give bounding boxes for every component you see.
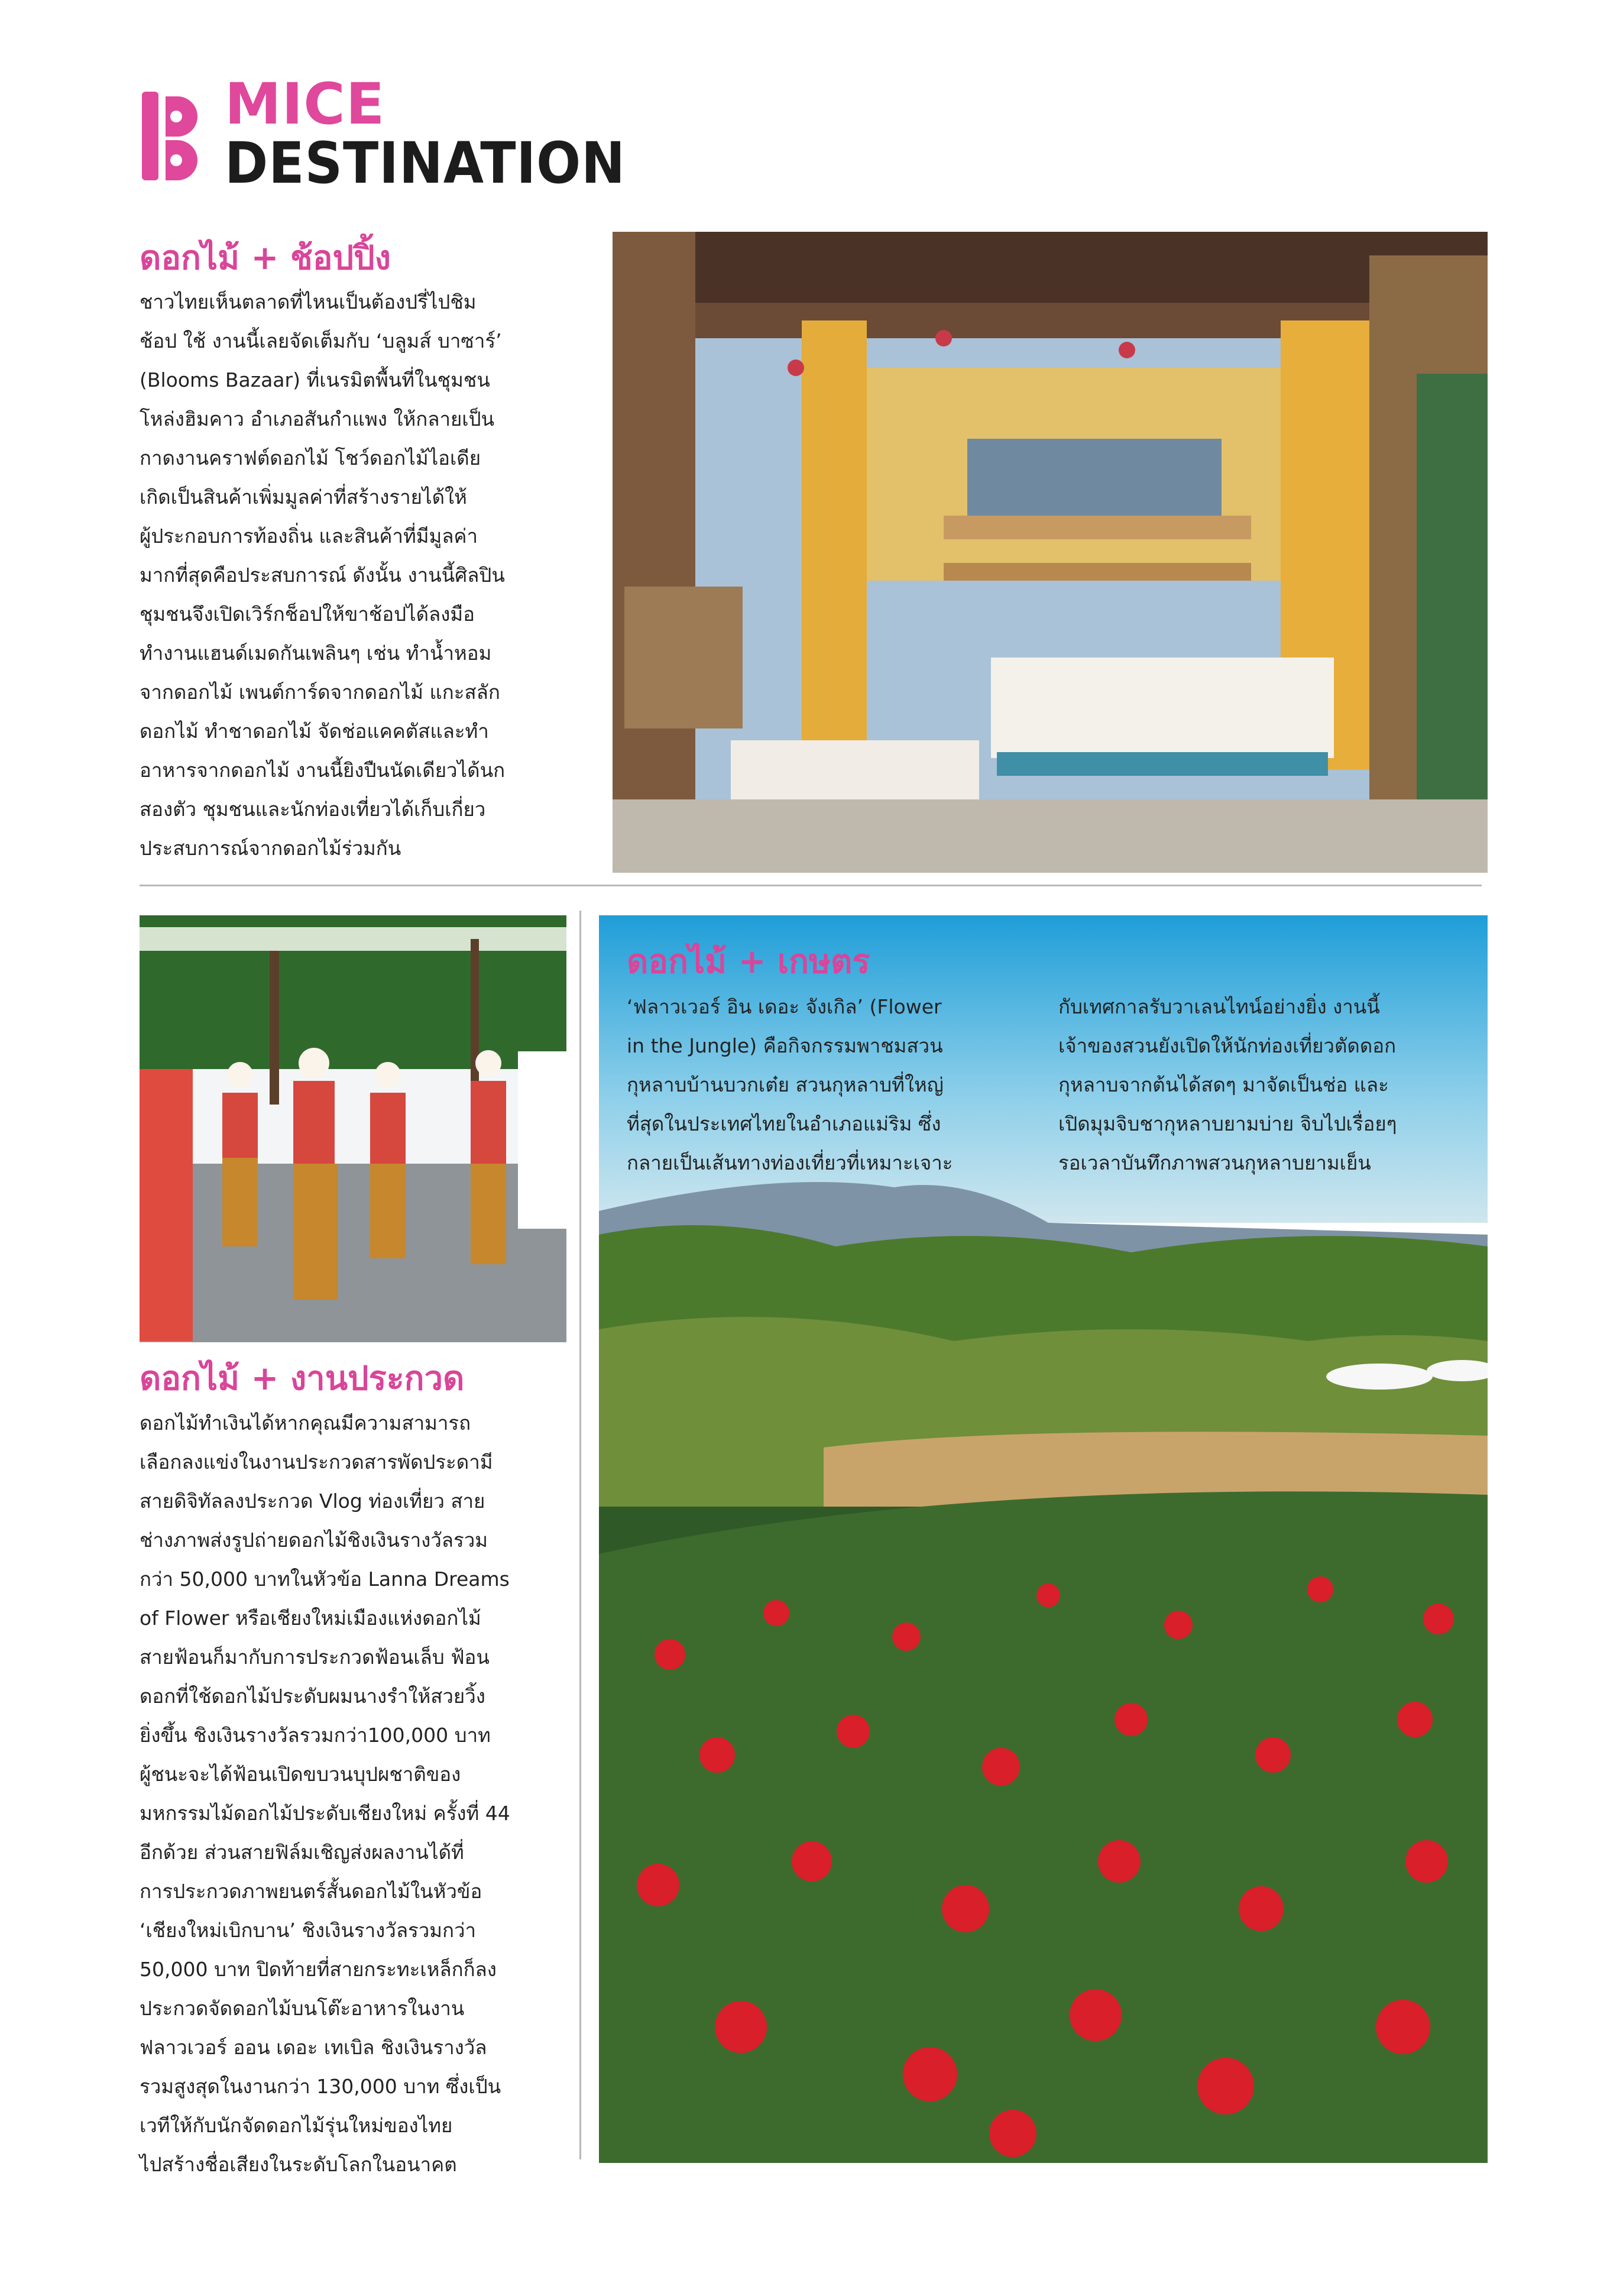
shopping-body-line: ผู้ประกอบการท้องถิ่น และสินค้าที่มีมูลค่า <box>140 524 478 548</box>
contest-body-line: ฟลาวเวอร์ ออน เดอะ เทเบิล ชิงเงินรางวัล <box>140 2036 487 2059</box>
contest-body-line: สายดิจิทัลลงประกวด Vlog ท่องเที่ยว สาย <box>140 1489 485 1513</box>
contest-body-line: ดอกที่ใช้ดอกไม้ประดับผมนางรำให้สวยวิ้ง <box>140 1685 485 1708</box>
farm-col2-line: กุหลาบจากต้นได้สดๆ มาจัดเป็นช่อ และ <box>1058 1073 1389 1096</box>
shopping-body-line: กาดงานคราฟต์ดอกไม้ โชว์ดอกไม้ไอเดีย <box>140 446 481 469</box>
farm-col1-line: ‘ฟลาวเวอร์ อิน เดอะ จังเกิล’ (Flower <box>627 995 942 1018</box>
contest-body <box>140 1404 510 2184</box>
logo-mark-icon <box>142 92 213 180</box>
shopping-body-line: โหล่งฮิมคาว อำเภอสันกำแพง ให้กลายเป็น <box>140 407 495 430</box>
shopping-body-line: สองตัว ชุมชนและนักท่องเที่ยวได้เก็บเกี่ยว <box>140 798 486 821</box>
contest-body-line: ประกวดจัดดอกไม้บนโต๊ะอาหารในงาน <box>140 1997 465 2020</box>
contest-body-line: ไปสร้างชื่อเสียงในระดับโลกในอนาคต <box>140 2153 457 2176</box>
shopping-body-line: ชุมชนจึงเปิดเวิร์กช็อปให้ขาช้อปได้ลงมือ <box>140 603 475 626</box>
shopping-section <box>140 239 391 277</box>
shopping-body-line: (Blooms Bazaar) ที่เนรมิตพื้นที่ในชุมชน <box>140 368 490 391</box>
contest-body-line: ดอกไม้ทำเงินได้หากคุณมีความสามารถ <box>140 1411 471 1434</box>
contest-body-line: 50,000 บาท ปิดท้ายที่สายกระทะเหล็กก็ลง <box>140 1958 497 1981</box>
shopping-body-line: มากที่สุดคือประสบการณ์ ดังนั้น งานนี้ศิลปิน <box>140 564 505 587</box>
shopping-body-line: เกิดเป็นสินค้าเพิ่มมูลค่าที่สร้างรายได้ให้ <box>140 485 467 509</box>
contest-body-line: เลือกลงแข่งในงานประกวดสารพัดประดามี <box>140 1450 493 1474</box>
shopping-body-line: ดอกไม้ ทำชาดอกไม้ จัดช่อแคคตัสและทำ <box>140 720 489 743</box>
shopping-heading: ดอกไม้ + ช้อปปิ้ง <box>140 239 391 277</box>
shopping-body-line: ชาวไทยเห็นตลาดที่ไหนเป็นต้องปรี่ไปชิม <box>140 290 477 313</box>
blooms-bazaar-photo <box>613 232 1488 873</box>
shopping-body-line: ประสบการณ์จากดอกไม้ร่วมกัน <box>140 837 401 860</box>
contest-heading: ดอกไม้ + งานประกวด <box>140 1359 465 1398</box>
logo-line1: MICE <box>225 71 385 137</box>
shopping-body-line: จากดอกไม้ เพนต์การ์ดจากดอกไม้ แกะสลัก <box>140 681 500 704</box>
contest-body-line: เวทีให้กับนักจัดดอกไม้รุ่นใหม่ของไทย <box>140 2114 453 2137</box>
contest-body-line: อีกด้วย ส่วนสายฟิล์มเชิญส่งผลงานได้ที่ <box>140 1841 464 1864</box>
farm-col2-line: กับเทศกาลรับวาเลนไทน์อย่างยิ่ง งานนี้ <box>1058 995 1380 1018</box>
contest-body-line: ‘เชียงใหม่เบิกบาน’ ชิงเงินรางวัลรวมกว่า <box>140 1919 477 1942</box>
contest-section <box>140 1360 464 1398</box>
contest-body-line: การประกวดภาพยนตร์สั้นดอกไม้ในหัวข้อ <box>140 1880 482 1903</box>
farm-text-column-2 <box>1058 987 1472 1183</box>
column-divider <box>579 911 581 2159</box>
contest-body-line: of Flower หรือเชียงใหม่เมืองแห่งดอกไม้ <box>140 1607 481 1630</box>
farm-col2-line: เปิดมุมจิบชากุหลาบยามบ่าย จิบไปเรื่อยๆ <box>1058 1112 1397 1135</box>
contest-body-line: มหกรรมไม้ดอกไม้ประดับเชียงใหม่ ครั้งที่ 44 <box>140 1802 510 1825</box>
farm-text-column-1 <box>627 987 1017 1183</box>
shopping-body-line: อาหารจากดอกไม้ งานนี้ยิงปืนนัดเดียวได้นก <box>140 759 506 782</box>
farm-col1-line: in the Jungle) คือกิจกรรมพาชมสวน <box>627 1034 943 1057</box>
logo-line2: DESTINATION <box>225 130 626 196</box>
farm-heading: ดอกไม้ + เกษตร <box>627 943 870 981</box>
contest-body-line: กว่า 50,000 บาทในหัวข้อ Lanna Dreams <box>140 1568 510 1591</box>
section-divider <box>140 885 1482 886</box>
shopping-body <box>140 283 505 868</box>
farm-col1-line: กุหลาบบ้านบวกเต๋ย สวนกุหลาบที่ใหญ่ <box>627 1073 944 1096</box>
contest-body-line: ผู้ชนะจะได้ฟ้อนเปิดขบวนบุปผชาติของ <box>140 1763 461 1786</box>
farm-col1-line: กลายเป็นเส้นทางท่องเที่ยวที่เหมาะเจาะ <box>627 1151 953 1174</box>
contest-body-line: รวมสูงสุดในงานกว่า 130,000 บาท ซึ่งเป็น <box>140 2075 501 2098</box>
farm-col1-line: ที่สุดในประเทศไทยในอำเภอแม่ริม ซึ่ง <box>627 1112 941 1135</box>
shopping-body-line: ช้อป ใช้ งานนี้เลยจัดเต็มกับ ‘บลูมส์ บาซาร์’ <box>140 329 502 352</box>
contest-body-line: ยิ่งขึ้น ชิงเงินรางวัลรวมกว่า100,000 บาท <box>140 1724 491 1747</box>
farm-col2-line: รอเวลาบันทึกภาพสวนกุหลาบยามเย็น <box>1058 1151 1371 1174</box>
dancers-photo <box>140 915 566 1342</box>
shopping-body-line: ทำงานแฮนด์เมดกันเพลินๆ เช่น ทำน้ำหอม <box>140 642 492 665</box>
farm-section <box>627 943 870 981</box>
farm-col2-line: เจ้าของสวนยังเปิดให้นักท่องเที่ยวตัดดอก <box>1058 1034 1397 1057</box>
logo <box>225 71 660 196</box>
contest-body-line: สายฟ้อนก็มากับการประกวดฟ้อนเล็บ ฟ้อน <box>140 1646 490 1669</box>
contest-body-line: ช่างภาพส่งรูปถ่ายดอกไม้ชิงเงินรางวัลรวม <box>140 1528 488 1552</box>
